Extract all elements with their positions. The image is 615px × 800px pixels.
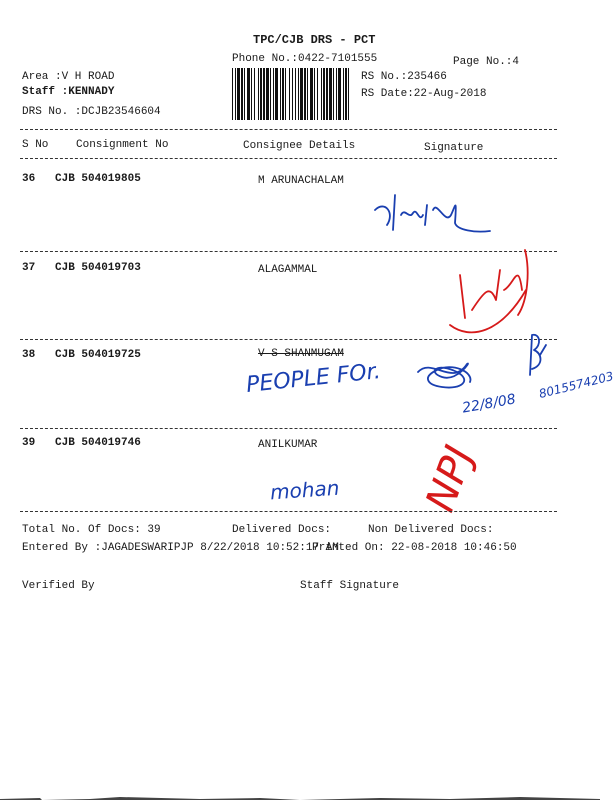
row-38-scribbled-signature	[412, 352, 482, 397]
row-36-sno: 36	[22, 173, 36, 185]
row-39-sno: 39	[22, 437, 36, 449]
divider-top	[20, 129, 557, 130]
row-36-consignment: CJB 504019805	[55, 173, 141, 185]
row-38-consignment: CJB 504019725	[55, 349, 141, 361]
entered-by: Entered By :JAGADESWARIPJP 8/22/2018 10:52:17 AM	[22, 542, 339, 554]
staff-signature: Staff Signature	[300, 580, 400, 592]
staff-field	[22, 86, 114, 98]
row-38-phone-number: 8015574203	[537, 368, 615, 402]
staff-label: Staff :	[22, 86, 69, 98]
scan-edge-artifact	[0, 794, 600, 800]
row-39-red-stamp: NPJ	[417, 440, 484, 518]
row-37-consignment: CJB 504019703	[55, 262, 141, 274]
row-38-handwritten-date: 22/8/08	[461, 391, 517, 417]
staff-name: KENNADY	[68, 86, 115, 98]
row-38-handwritten-note: PEOPLE FOr.	[245, 359, 382, 398]
row-38-initials	[520, 325, 550, 385]
document-title: TPC/CJB DRS - PCT	[253, 33, 376, 47]
column-header-signature: Signature	[424, 142, 484, 154]
verified-by: Verified By	[22, 580, 95, 592]
divider-row-37	[20, 339, 557, 340]
rs-date: RS Date:22-Aug-2018	[361, 88, 487, 100]
phone-number: Phone No.:0422-7101555	[232, 53, 378, 65]
column-header-consignment: Consignment No	[76, 139, 169, 151]
delivered-docs: Delivered Docs:	[232, 524, 332, 536]
column-header-sno: S No	[22, 139, 49, 151]
row-37-sno: 37	[22, 262, 36, 274]
row-38-sno: 38	[22, 349, 36, 361]
page-number: Page No.:4	[453, 56, 520, 68]
printed-on: Printed On: 22-08-2018 10:46:50	[312, 542, 517, 554]
row-37-consignee: ALAGAMMAL	[258, 264, 318, 276]
total-docs: Total No. Of Docs: 39	[22, 524, 161, 536]
drs-number: DRS No. :DCJB23546604	[22, 106, 161, 118]
divider-header	[20, 158, 557, 159]
divider-row-39	[20, 511, 557, 512]
row-38-consignee: V S SHANMUGAM	[258, 348, 344, 360]
rs-number: RS No.:235466	[361, 71, 447, 83]
row-39-handwritten-name: mohan	[269, 475, 341, 505]
row-39-consignee: ANILKUMAR	[258, 439, 318, 451]
row-36-consignee: M ARUNACHALAM	[258, 175, 344, 187]
barcode-image	[230, 68, 354, 120]
column-header-consignee: Consignee Details	[243, 140, 356, 152]
non-delivered-docs: Non Delivered Docs:	[368, 524, 494, 536]
row-39-consignment: CJB 504019746	[55, 437, 141, 449]
area-label: Area :V H ROAD	[22, 71, 115, 83]
